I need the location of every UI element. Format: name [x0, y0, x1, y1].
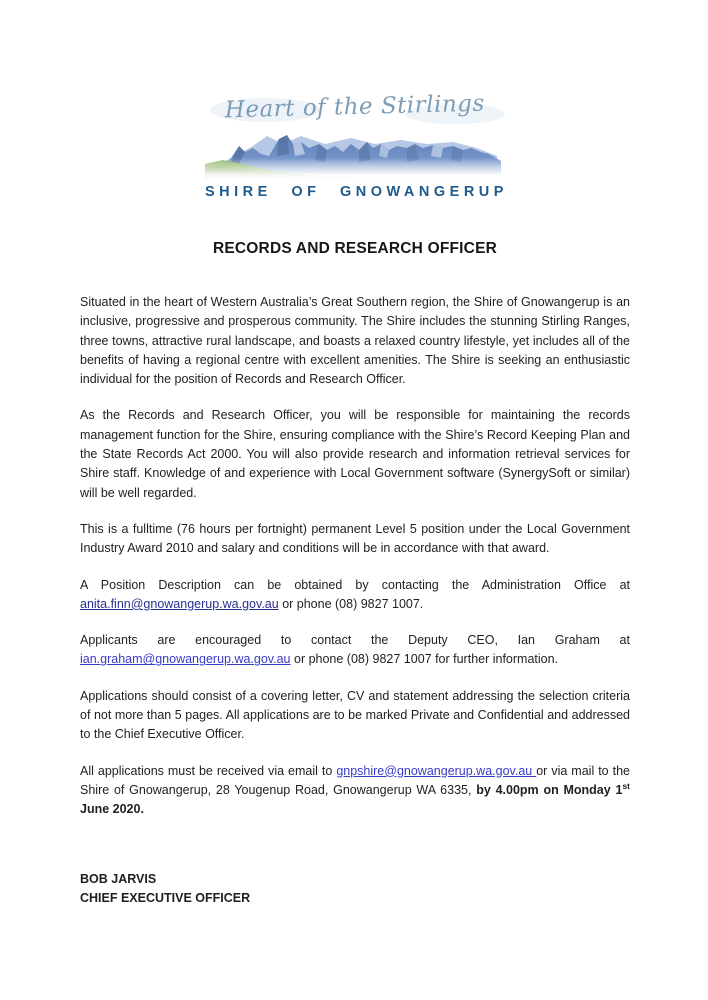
submission-text-before: All applications must be received via email to: [80, 763, 337, 778]
signature-block: [80, 870, 630, 909]
fog-fade: [205, 158, 505, 180]
paragraph-position-terms: This is a fulltime (76 hours per fortnight) permanent Level 5 position under the Local Government Industry Award 2010 and salary and conditions will be in accordance with that award.: [80, 521, 630, 556]
submission-text-mid: or via mail to the Shire of Gnowangerup, 28 Yougenup Road, Gnowangerup WA 6335,: [80, 763, 630, 797]
deputy-text-before: Applicants are encouraged to contact the Deputy CEO, Ian Graham at: [80, 633, 630, 648]
logo-script-text: Heart of the Stirlings: [224, 90, 486, 124]
signatory-name: BOB JARVIS: [80, 871, 157, 886]
deputy-text-after: or phone (08) 9827 1007 for further information.: [290, 652, 559, 667]
paragraph-contact-deputy-ceo: [80, 631, 630, 670]
email-link-gnpshire[interactable]: gnpshire@gnowangerup.wa.gov.au: [336, 763, 537, 778]
email-link-anita-finn[interactable]: anita.finn@gnowangerup.wa.gov.au: [80, 596, 279, 611]
signatory-title: CHIEF EXECUTIVE OFFICER: [80, 890, 251, 905]
shire-logo: [205, 84, 508, 200]
paragraph-intro: Situated in the heart of Western Australia’s Great Southern region, the Shire of Gnowangerup is an inclusive, progressive and prosperous community. The Shire includes the stunning Stirling Ranges, three towns, attractive rural landscape, and boasts a relaxed country lifestyle, yet includes all of the benefits of having a regional centre with excellent amenities. The Shire is seeking an enthusiastic individual for the position of Records and Research Officer.: [80, 295, 630, 387]
paragraph-submission: [80, 762, 630, 820]
paragraph-position-description: [80, 576, 630, 615]
mountain-shadow-facet: [277, 135, 289, 156]
email-link-ian-graham[interactable]: ian.graham@gnowangerup.wa.gov.au: [80, 652, 291, 667]
page-title: RECORDS AND RESEARCH OFFICER: [212, 240, 498, 257]
deadline-ordinal-suffix: st: [622, 780, 630, 791]
deadline-bold-text-end: June 2020.: [80, 802, 144, 817]
pd-text-before: A Position Description can be obtained by contacting the Administration Office at: [80, 577, 630, 592]
document-body: [80, 293, 630, 908]
deadline-bold-text: by 4.00pm on Monday 1: [476, 782, 623, 797]
stirling-ranges-logo-art: [205, 84, 505, 180]
paragraph-application-requirements: Applications should consist of a covering letter, CV and statement addressing the selection criteria of not more than 5 pages. All applications are to be marked Private and Confidential and addressed to the Chief Executive Officer.: [80, 688, 630, 742]
logo-org-name: SHIRE OF GNOWANGERUP: [205, 184, 508, 200]
pd-text-after: or phone (08) 9827 1007.: [278, 596, 424, 611]
paragraph-role: As the Records and Research Officer, you will be responsible for maintaining the records management function for the Shire, ensuring compliance with the Shire’s Record Keeping Plan and the State Records Act 2000. You will also provide research and information retrieval services for Shire staff. Knowledge of and experience with Local Government software (SynergySoft or similar) will be well regarded.: [80, 408, 630, 500]
